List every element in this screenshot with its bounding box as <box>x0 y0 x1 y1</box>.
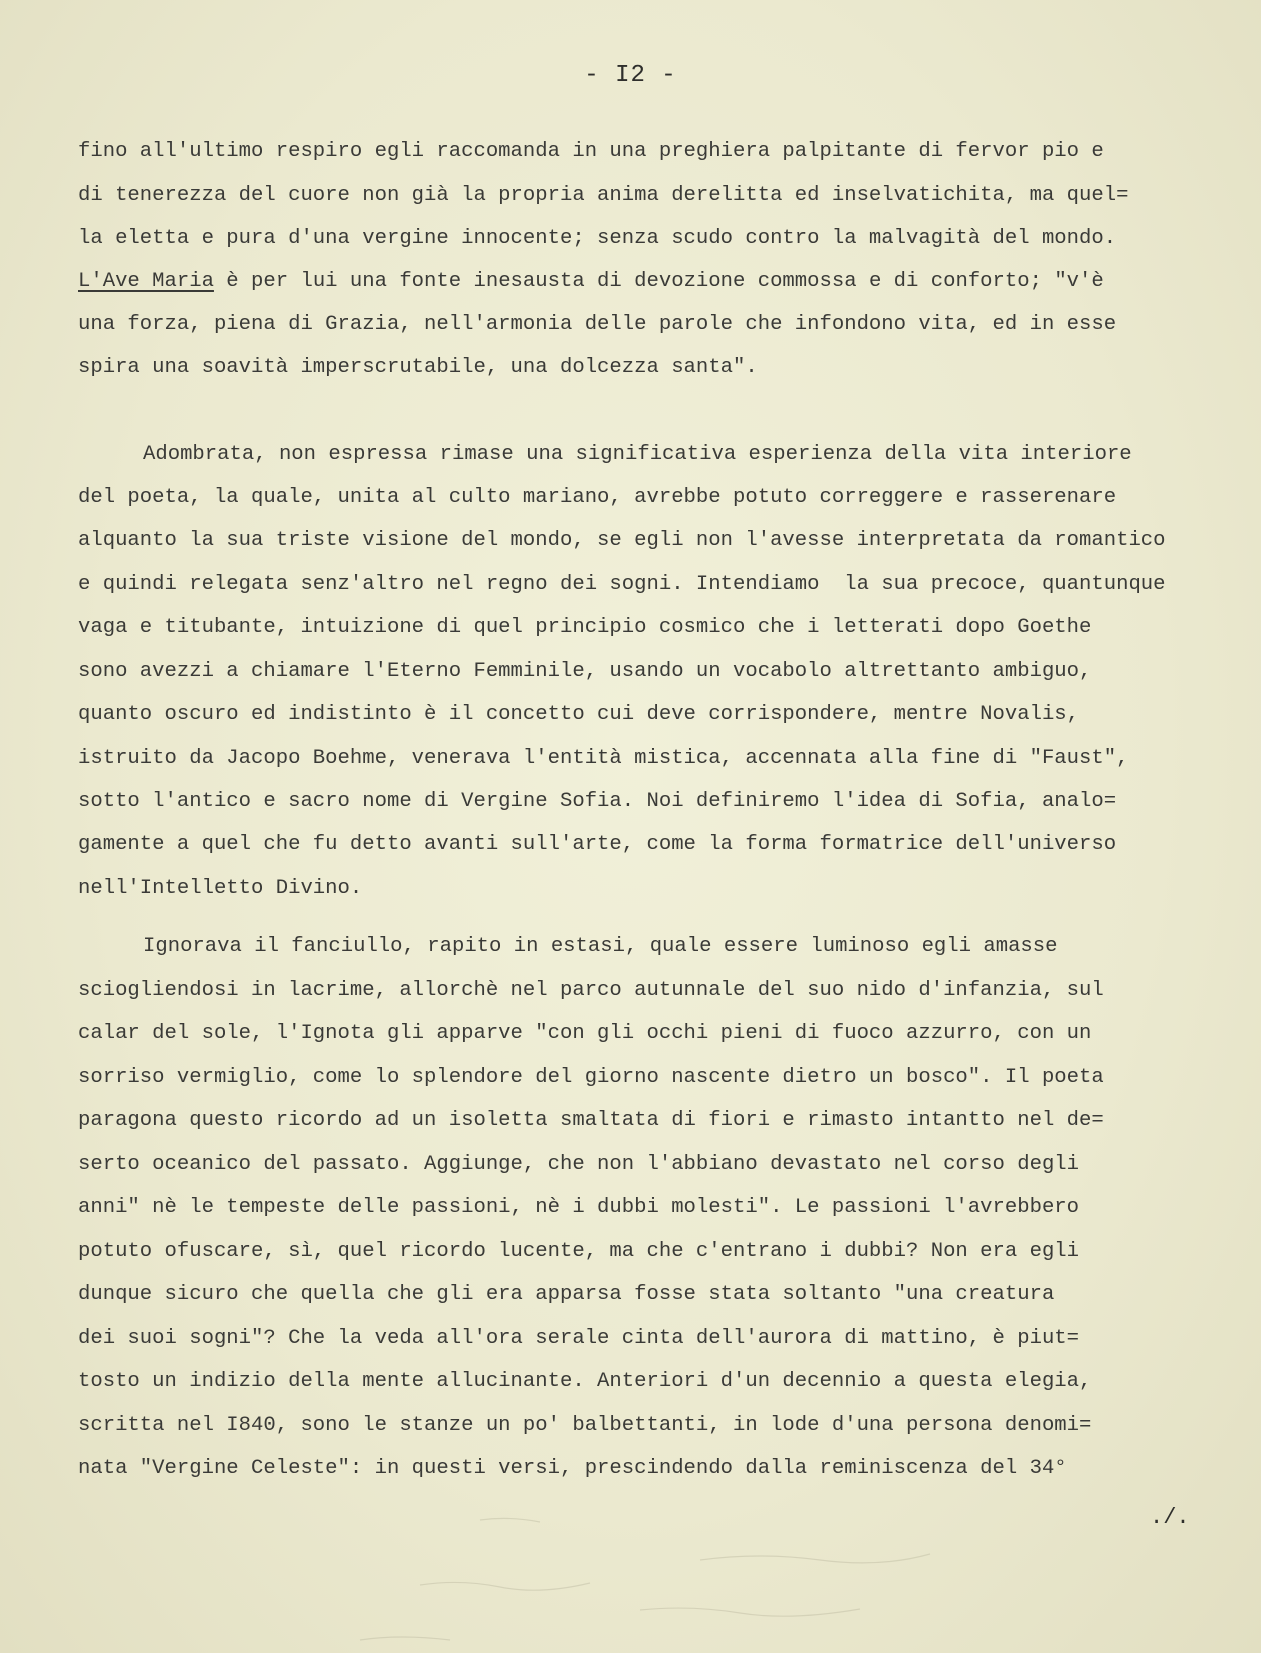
text-line: paragona questo ricordo ad un isoletta smaltata di fiori e rimasto intantto nel de= <box>78 1109 1104 1132</box>
text-line: Ignorava il fanciullo, rapito in estasi, quale essere luminoso egli amasse <box>143 935 1058 958</box>
text-line: scritta nel I840, sono le stanze un po' balbettanti, in lode d'una persona denomi= <box>78 1414 1092 1437</box>
text-line-rest: è per lui una fonte inesausta di devozione commossa e di conforto; "v'è <box>213 270 1104 293</box>
text-line: vaga e titubante, intuizione di quel principio cosmico che i letterati dopo Goethe <box>78 616 1092 639</box>
text-line: quanto oscuro ed indistinto è il concetto cui deve corrispondere, mentre Novalis, <box>78 703 1080 726</box>
text-line <box>78 270 1104 293</box>
text-line: spira una soavità imperscrutabile, una dolcezza santa". <box>78 356 758 379</box>
text-line: dunque sicuro che quella che gli era apparsa fosse stata soltanto "una creatura <box>78 1283 1055 1306</box>
text-line: dei suoi sogni"? Che la veda all'ora serale cinta dell'aurora di mattino, è piut= <box>78 1327 1080 1350</box>
text-line: nata "Vergine Celeste": in questi versi, prescindendo dalla reminiscenza del 34° <box>78 1457 1067 1480</box>
text-line: sciogliendosi in lacrime, allorchè nel parco autunnale del suo nido d'infanzia, sul <box>78 979 1104 1002</box>
text-line: sotto l'antico e sacro nome di Vergine Sofia. Noi definiremo l'idea di Sofia, analo= <box>78 790 1117 813</box>
text-line: alquanto la sua triste visione del mondo, se egli non l'avesse interpretata da romantico <box>78 529 1166 552</box>
continuation-mark: ./. <box>1150 1505 1190 1530</box>
text-line: gamente a quel che fu detto avanti sull'arte, come la forma formatrice dell'universo <box>78 833 1117 856</box>
text-line: istruito da Jacopo Boehme, venerava l'entità mistica, accennata alla fine di "Faust", <box>78 747 1129 770</box>
text-line: sono avezzi a chiamare l'Eterno Femminile, usando un vocabolo altrettanto ambiguo, <box>78 660 1092 683</box>
text-line: potuto ofuscare, sì, quel ricordo lucente, ma che c'entrano i dubbi? Non era egli <box>78 1240 1080 1263</box>
text-line: nell'Intelletto Divino. <box>78 877 363 900</box>
text-line: e quindi relegata senz'altro nel regno dei sogni. Intendiamo la sua precoce, quantunque <box>78 573 1166 596</box>
text-line: una forza, piena di Grazia, nell'armonia delle parole che infondono vita, ed in esse <box>78 313 1117 336</box>
page-number: - I2 - <box>584 62 677 89</box>
text-line: Adombrata, non espressa rimase una significativa esperienza della vita interiore <box>143 443 1132 466</box>
text-line: calar del sole, l'Ignota gli apparve "con gli occhi pieni di fuoco azzurro, con un <box>78 1022 1092 1045</box>
text-line: tosto un indizio della mente allucinante. Anteriori d'un decennio a questa elegia, <box>78 1370 1092 1393</box>
text-line: di tenerezza del cuore non già la propria anima derelitta ed inselvatichita, ma quel= <box>78 184 1129 207</box>
text-line: anni" nè le tempeste delle passioni, nè i dubbi molesti". Le passioni l'avrebbero <box>78 1196 1080 1219</box>
text-line: del poeta, la quale, unita al culto mariano, avrebbe potuto correggere e rasserenare <box>78 486 1117 509</box>
text-line: la eletta e pura d'una vergine innocente; senza scudo contro la malvagità del mondo. <box>78 227 1117 250</box>
text-line: fino all'ultimo respiro egli raccomanda in una preghiera palpitante di fervor pio e <box>78 140 1104 163</box>
underlined-title: L'Ave Maria <box>78 270 214 293</box>
text-line: sorriso vermiglio, come lo splendore del giorno nascente dietro un bosco". Il poeta <box>78 1066 1104 1089</box>
text-line: serto oceanico del passato. Aggiunge, che non l'abbiano devastato nel corso degli <box>78 1153 1080 1176</box>
